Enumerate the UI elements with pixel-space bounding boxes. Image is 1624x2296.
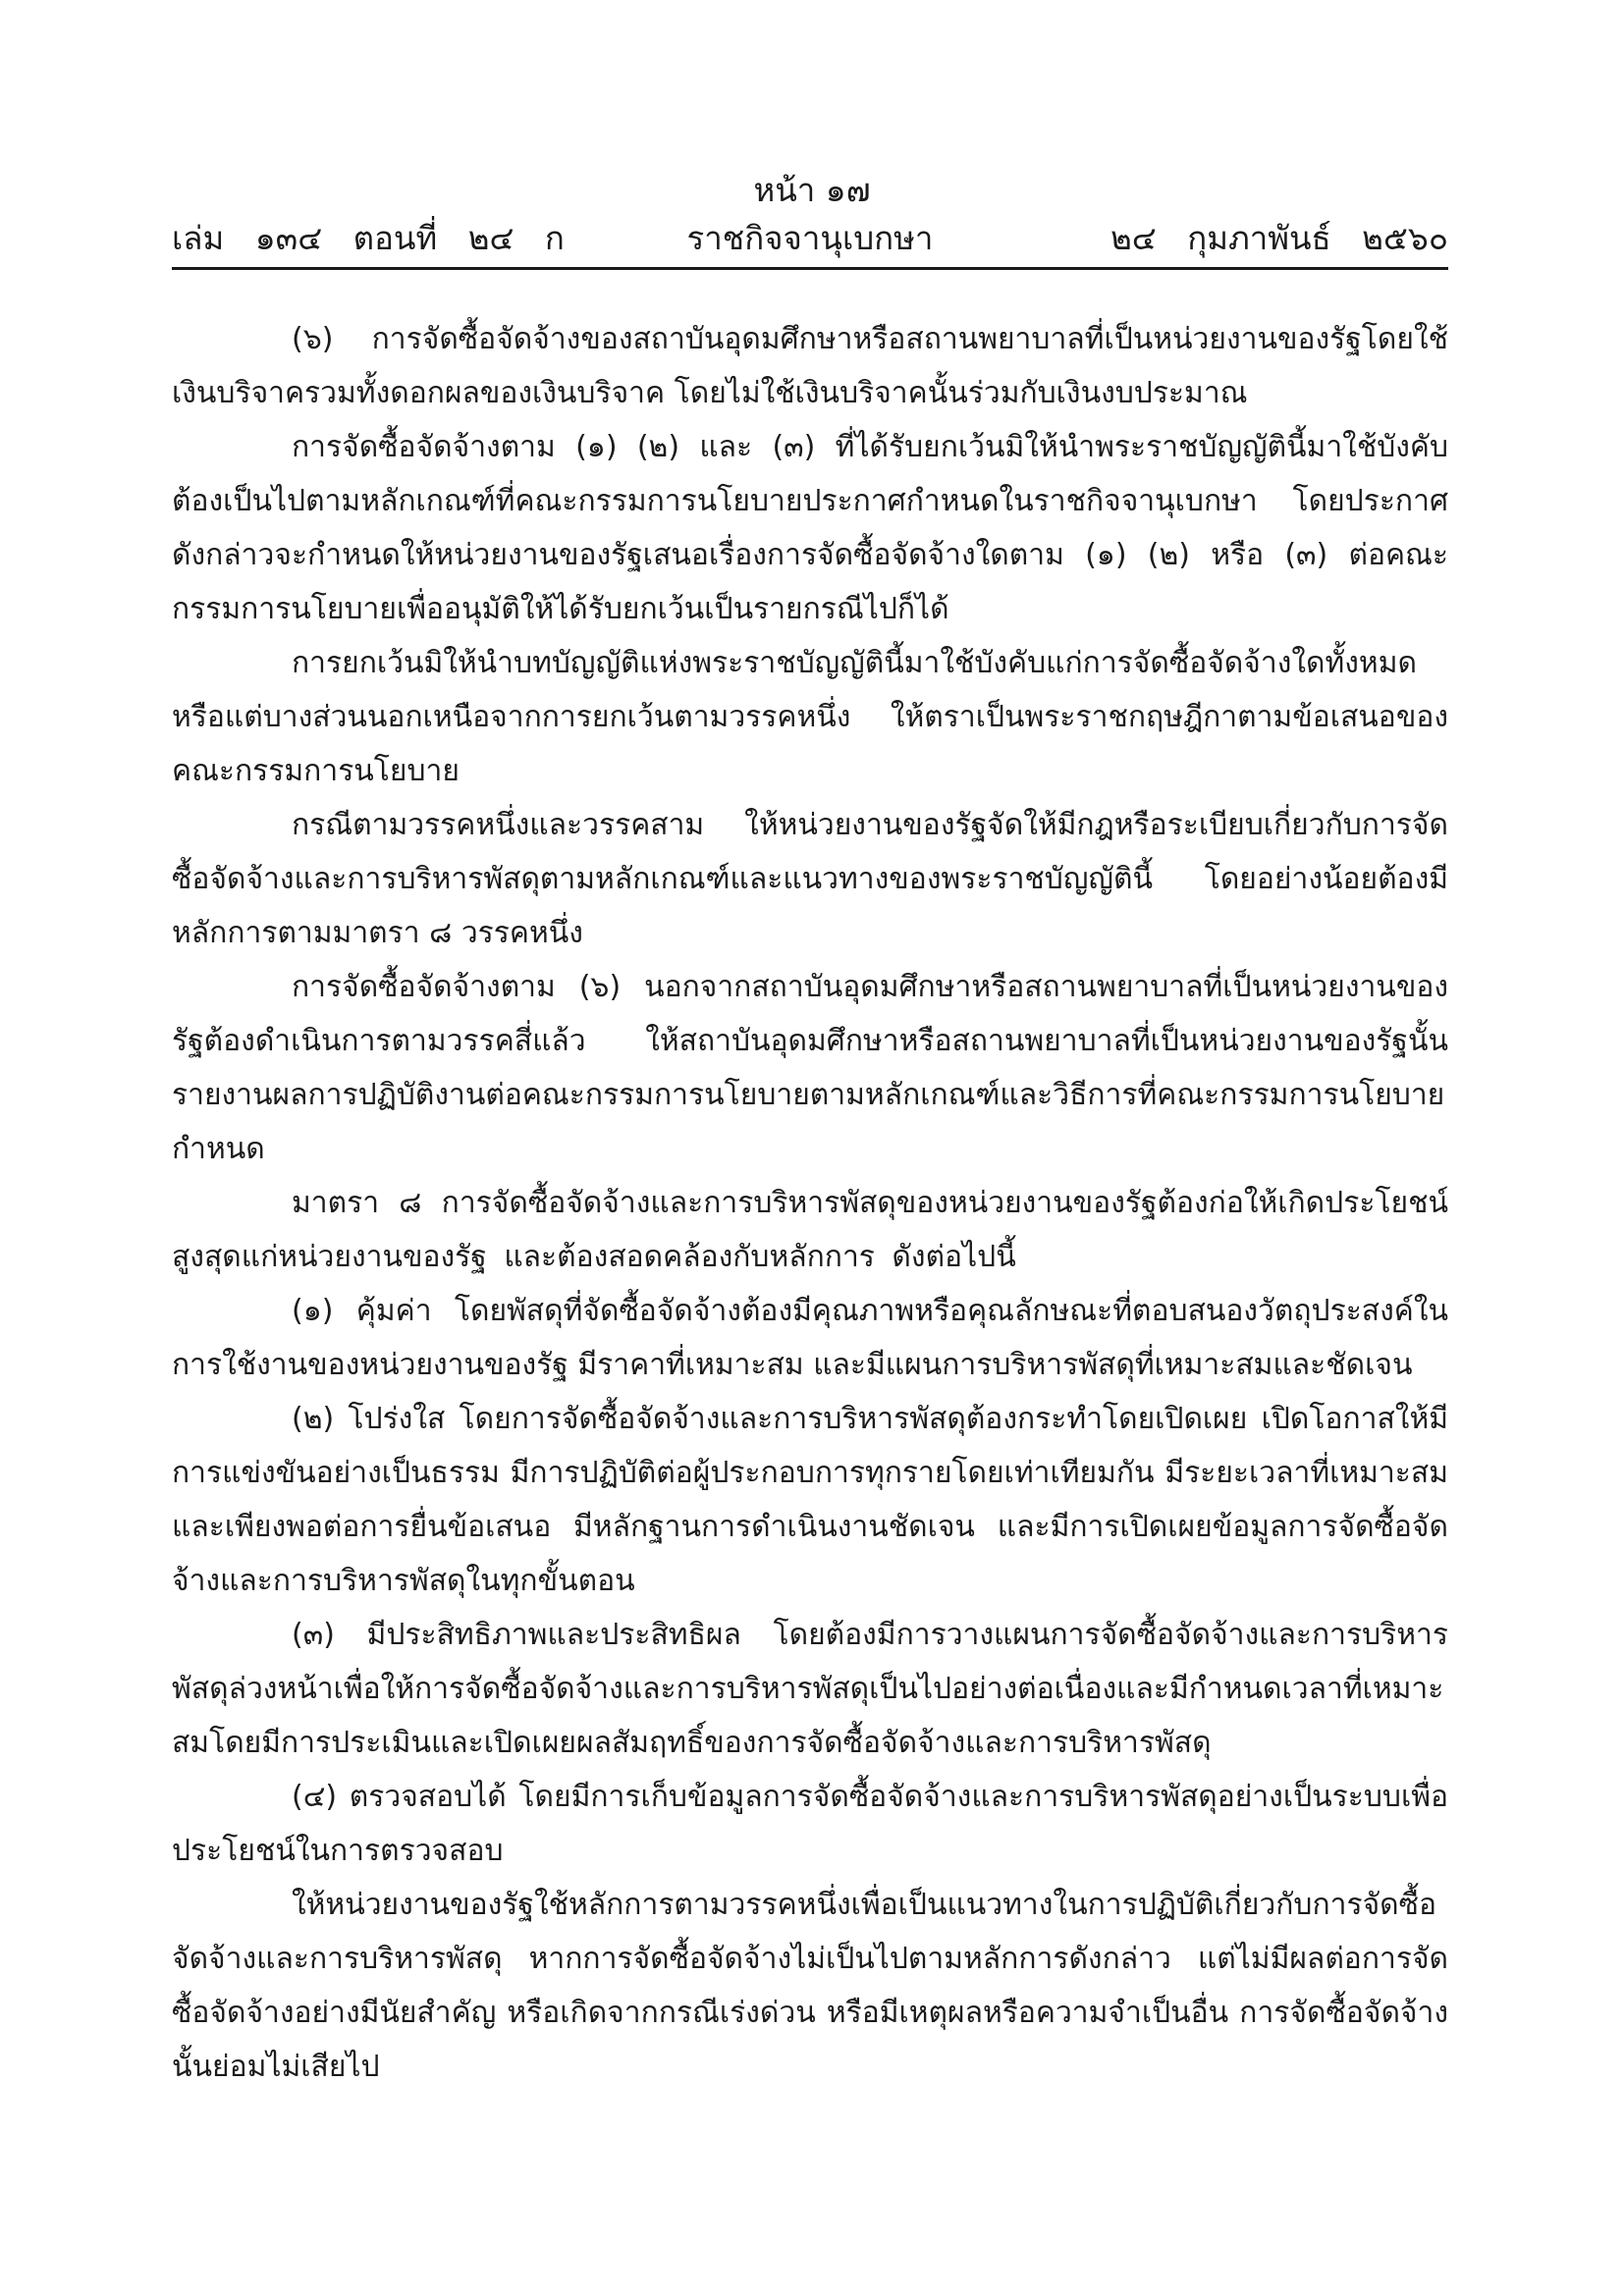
publication-name: ราชกิจจานุเบกษา xyxy=(686,219,934,257)
page-number: หน้า ๑๗ xyxy=(753,171,871,209)
volume-issue: เล่ม ๑๓๔ ตอนที่ ๒๔ ก xyxy=(172,219,565,257)
paragraph-exemption-rules: การจัดซื้อจัดจ้างตาม (๑) (๒) และ (๓) ที่ได้รับยกเว้นมิให้นำพระราชบัญญัตินี้มาใช้บังคับ ต้องเป็นไปตามหลักเกณฑ์ที่คณะกรรมการนโยบายประกาศกำหนดในราชกิจจานุเบกษา โดยประกาศดังกล่าวจะกำหนดให้หน่วยงานของรัฐเสนอเรื่องการจัดซื้อจัดจ้างใดตาม (๑) (๒) หรือ (๓) ต่อคณะกรรมการนโยบายเพื่ออนุมัติให้ได้รับยกเว้นเป็นรายกรณีไปก็ได้ xyxy=(172,430,1448,626)
principle-4-auditability: (๔) ตรวจสอบได้ โดยมีการเก็บข้อมูลการจัดซื้อจัดจ้างและการบริหารพัสดุอย่างเป็นระบบเพื่อประโยชน์ในการตรวจสอบ xyxy=(172,1780,1448,1868)
paragraph-application: ให้หน่วยงานของรัฐใช้หลักการตามวรรคหนึ่งเพื่อเป็นแนวทางในการปฏิบัติเกี่ยวกับการจัดซื้อจัดจ้างและการบริหารพัสดุ หากการจัดซื้อจัดจ้างไม่เป็นไปตามหลักการดังกล่าว แต่ไม่มีผลต่อการจัดซื้อจัดจ้างอย่างมีนัยสำคัญ หรือเกิดจากกรณีเร่งด่วน หรือมีเหตุผลหรือความจำเป็นอื่น การจัดซื้อจัดจ้างนั้นย่อมไม่เสียไป xyxy=(172,1888,1448,2084)
paragraph-item-6: (๖) การจัดซื้อจัดจ้างของสถาบันอุดมศึกษาหรือสถานพยาบาลที่เป็นหน่วยงานของรัฐโดยใช้เงินบริจาครวมทั้งดอกผลของเงินบริจาค โดยไม่ใช้เงินบริจาคนั้นร่วมกับเงินงบประมาณ xyxy=(172,322,1448,410)
principle-2-transparency: (๒) โปร่งใส โดยการจัดซื้อจัดจ้างและการบริหารพัสดุต้องกระทำโดยเปิดเผย เปิดโอกาสให้มีการแข่งขันอย่างเป็นธรรม มีการปฏิบัติต่อผู้ประกอบการทุกรายโดยเท่าเทียมกัน มีระยะเวลาที่เหมาะสมและเพียงพอต่อการยื่นข้อเสนอ มีหลักฐานการดำเนินงานชัดเจน และมีการเปิดเผยข้อมูลการจัดซื้อจัดจ้างและการบริหารพัสดุในทุกขั้นตอน xyxy=(172,1402,1448,1598)
paragraph-royal-decree: การยกเว้นมิให้นำบทบัญญัติแห่งพระราชบัญญัตินี้มาใช้บังคับแก่การจัดซื้อจัดจ้างใดทั้งหมดหรือแต่บางส่วนนอกเหนือจากการยกเว้นตามวรรคหนึ่ง ให้ตราเป็นพระราชกฤษฎีกาตามข้อเสนอของคณะกรรมการนโยบาย xyxy=(172,646,1448,788)
document-body xyxy=(172,312,1448,2094)
paragraph-reporting: การจัดซื้อจัดจ้างตาม (๖) นอกจากสถาบันอุดมศึกษาหรือสถานพยาบาลที่เป็นหน่วยงานของรัฐต้องดำเนินการตามวรรคสี่แล้ว ให้สถาบันอุดมศึกษาหรือสถานพยาบาลที่เป็นหน่วยงานของรัฐนั้นรายงานผลการปฏิบัติงานต่อคณะกรรมการนโยบายตามหลักเกณฑ์และวิธีการที่คณะกรรมการนโยบายกำหนด xyxy=(172,970,1448,1166)
paragraph-regulations: กรณีตามวรรคหนึ่งและวรรคสาม ให้หน่วยงานของรัฐจัดให้มีกฎหรือระเบียบเกี่ยวกับการจัดซื้อจัดจ้างและการบริหารพัสดุตามหลักเกณฑ์และแนวทางของพระราชบัญญัตินี้ โดยอย่างน้อยต้องมีหลักการตามมาตรา ๘ วรรคหนึ่ง xyxy=(172,808,1448,950)
principle-3-efficiency: (๓) มีประสิทธิภาพและประสิทธิผล โดยต้องมีการวางแผนการจัดซื้อจัดจ้างและการบริหารพัสดุล่วงหน้าเพื่อให้การจัดซื้อจัดจ้างและการบริหารพัสดุเป็นไปอย่างต่อเนื่องและมีกำหนดเวลาที่เหมาะสมโดยมีการประเมินและเปิดเผยผลสัมฤทธิ์ของการจัดซื้อจัดจ้างและการบริหารพัสดุ xyxy=(172,1618,1448,1760)
header-divider xyxy=(172,267,1448,270)
section-8-heading: มาตรา ๘ การจัดซื้อจัดจ้างและการบริหารพัสดุของหน่วยงานของรัฐต้องก่อให้เกิดประโยชน์สูงสุดแก่หน่วยงานของรัฐ และต้องสอดคล้องกับหลักการ ดังต่อไปนี้ xyxy=(172,1186,1448,1274)
publication-date: ๒๔ กุมภาพันธ์ ๒๕๖๐ xyxy=(1110,219,1448,257)
principle-1-value: (๑) คุ้มค่า โดยพัสดุที่จัดซื้อจัดจ้างต้องมีคุณภาพหรือคุณลักษณะที่ตอบสนองวัตถุประสงค์ในการใช้งานของหน่วยงานของรัฐ มีราคาที่เหมาะสม และมีแผนการบริหารพัสดุที่เหมาะสมและชัดเจน xyxy=(172,1294,1448,1382)
gazette-header xyxy=(172,214,1448,263)
